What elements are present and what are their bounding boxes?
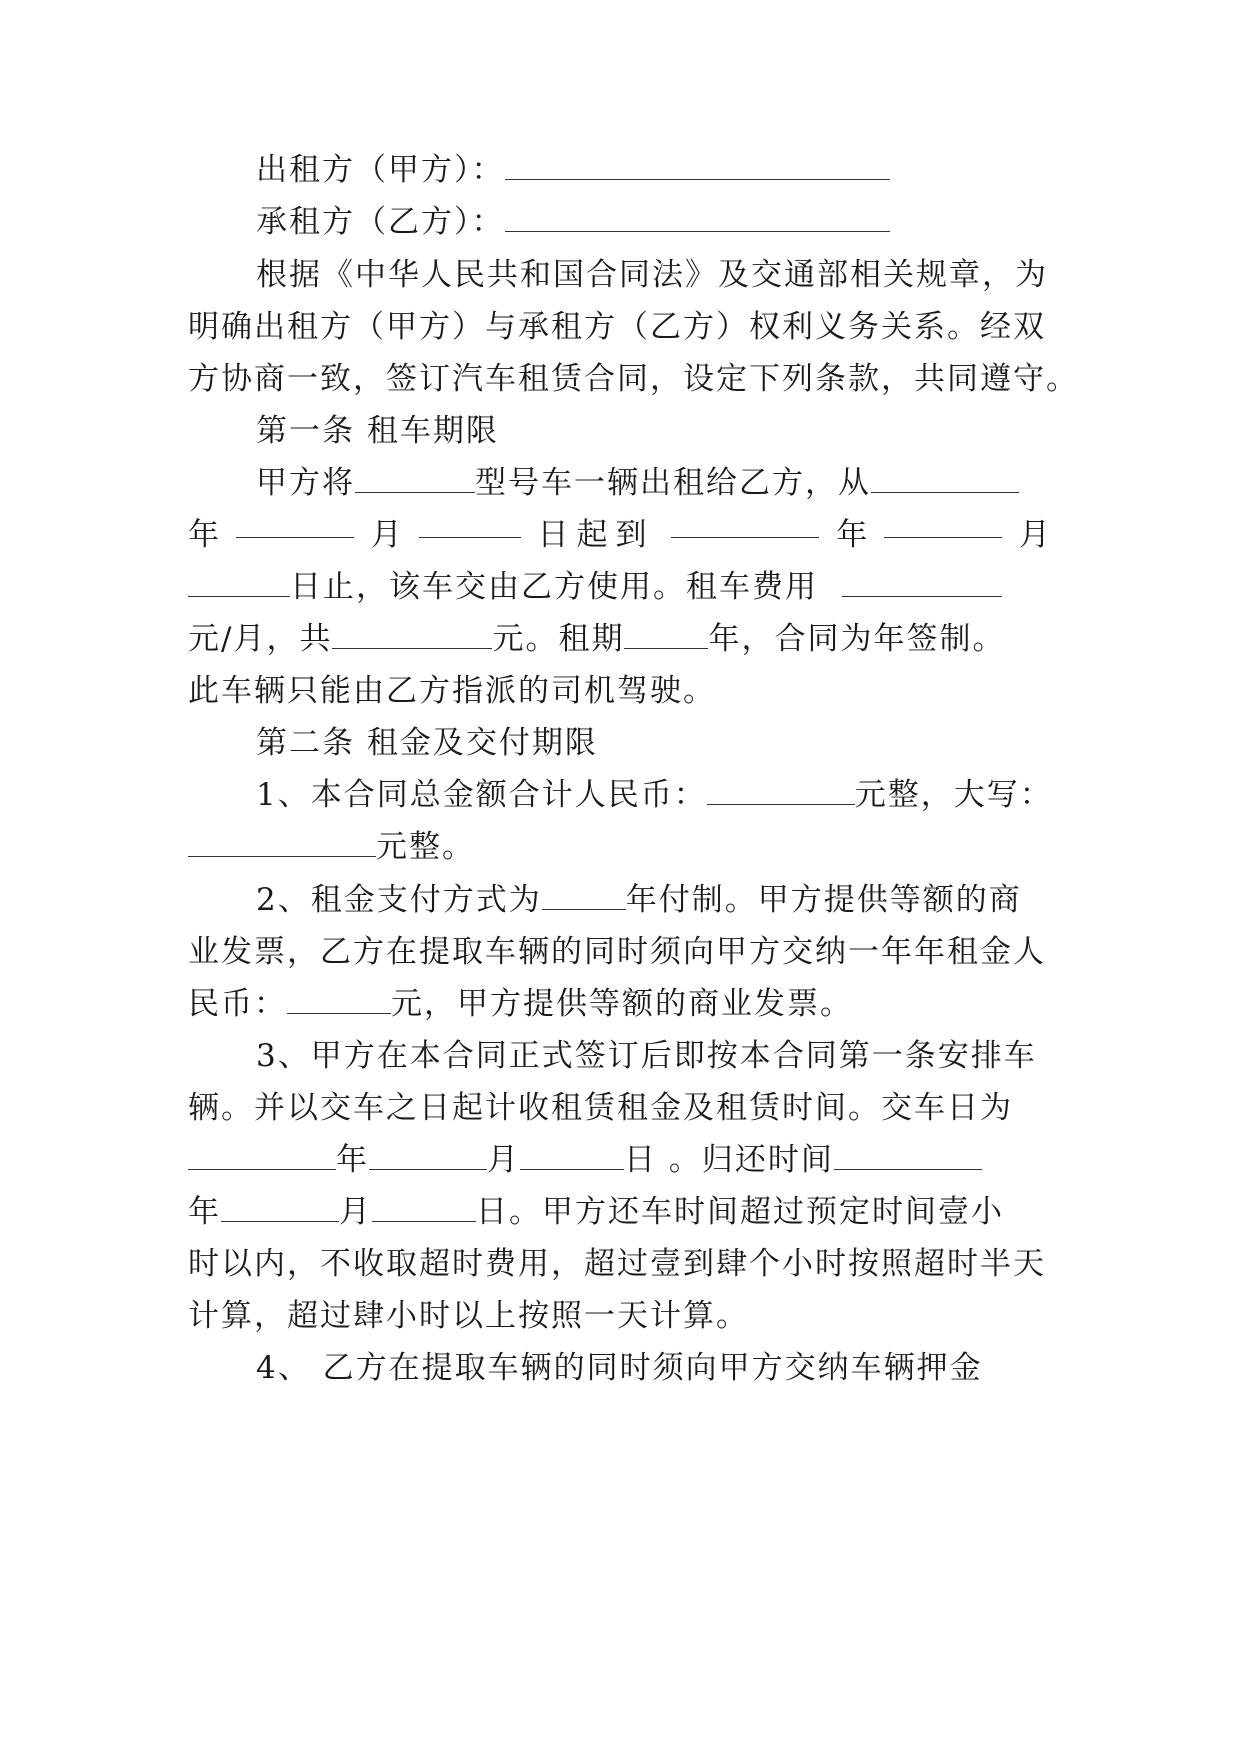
clause3-line-4: 年 月 日。甲方还车时间超过预定时间壹小 xyxy=(188,1194,1004,1230)
clause2-line-2: 业发票，乙方在提取车辆的同时须向甲方交纳一年年租金人 xyxy=(188,934,1046,970)
intro-line-1: 根据《中华人民共和国合同法》及交通部相关规章，为 xyxy=(256,257,1048,293)
clause3-line-3: 年 月 日 。归还时间 xyxy=(188,1140,982,1180)
vehicle-model-blank[interactable] xyxy=(355,470,475,493)
total-amount-blank[interactable] xyxy=(707,782,855,805)
clause2-line-3: 民币： 元，甲方提供等额的商业发票。 xyxy=(188,986,853,1022)
article1-line-4: 元/月，共 元。租期 年，合同为年签制。 xyxy=(188,621,1006,657)
party-a-label: 出租方（甲方）： xyxy=(256,152,505,188)
party-a-blank[interactable] xyxy=(505,157,890,180)
return-day-blank[interactable] xyxy=(372,1199,476,1222)
party-a-line xyxy=(256,150,890,190)
clause1-line-2: 元整。 xyxy=(188,827,475,867)
start-month-blank[interactable] xyxy=(236,515,354,538)
party-b-line xyxy=(256,202,890,242)
total-fee-blank[interactable] xyxy=(332,626,492,649)
article2-heading: 第二条 租金及交付期限 xyxy=(256,725,598,761)
end-year-blank[interactable] xyxy=(671,515,819,538)
clause3-line-2: 辆。并以交车之日起计收租赁租金及租赁时间。交车日为 xyxy=(188,1090,1013,1126)
intro-line-3: 方协商一致，签订汽车租赁合同，设定下列条款，共同遵守。 xyxy=(188,361,1079,397)
delivery-month-blank[interactable] xyxy=(369,1147,487,1170)
intro-line-2: 明确出租方（甲方）与承租方（乙方）权利义务关系。经双 xyxy=(188,309,1046,345)
article1-line-2: 年 月 日起到 年 月 xyxy=(188,517,1050,553)
annual-rent-blank[interactable] xyxy=(287,991,391,1014)
party-b-blank[interactable] xyxy=(505,209,890,232)
clause2-line-1: 2、租金支付方式为 年付制。甲方提供等额的商 xyxy=(256,882,1022,918)
delivery-day-blank[interactable] xyxy=(520,1147,624,1170)
article1-heading: 第一条 租车期限 xyxy=(256,413,499,449)
party-b-label: 承租方（乙方）： xyxy=(256,204,505,240)
monthly-fee-blank[interactable] xyxy=(842,574,1002,597)
start-day-blank[interactable] xyxy=(419,515,521,538)
term-years-blank[interactable] xyxy=(624,626,708,649)
clause1-line-1: 1、本合同总金额合计人民币： 元整，大写： xyxy=(256,777,1053,813)
clause4-line-1: 4、 乙方在提取车辆的同时须向甲方交纳车辆押金 xyxy=(256,1350,983,1386)
article1-line-1: 甲方将 型号车一辆出租给乙方，从 xyxy=(256,463,1019,503)
end-month-blank[interactable] xyxy=(884,515,1002,538)
clause3-line-1: 3、甲方在本合同正式签订后即按本合同第一条安排车 xyxy=(256,1038,1037,1074)
article1-line-5: 此车辆只能由乙方指派的司机驾驶。 xyxy=(188,673,716,709)
return-year-blank[interactable] xyxy=(834,1147,982,1170)
amount-uppercase-blank[interactable] xyxy=(188,834,376,857)
clause3-line-5: 时以内，不收取超时费用，超过壹到肆个小时按照超时半天 xyxy=(188,1246,1046,1282)
end-day-blank[interactable] xyxy=(188,574,290,597)
delivery-year-blank[interactable] xyxy=(188,1147,336,1170)
article1-line-3: 日止，该车交由乙方使用。租车费用 xyxy=(188,567,1002,607)
clause3-line-6: 计算，超过肆小时以上按照一天计算。 xyxy=(188,1298,749,1334)
start-year-blank[interactable] xyxy=(871,470,1019,493)
return-month-blank[interactable] xyxy=(221,1199,339,1222)
payment-years-blank[interactable] xyxy=(542,887,626,910)
